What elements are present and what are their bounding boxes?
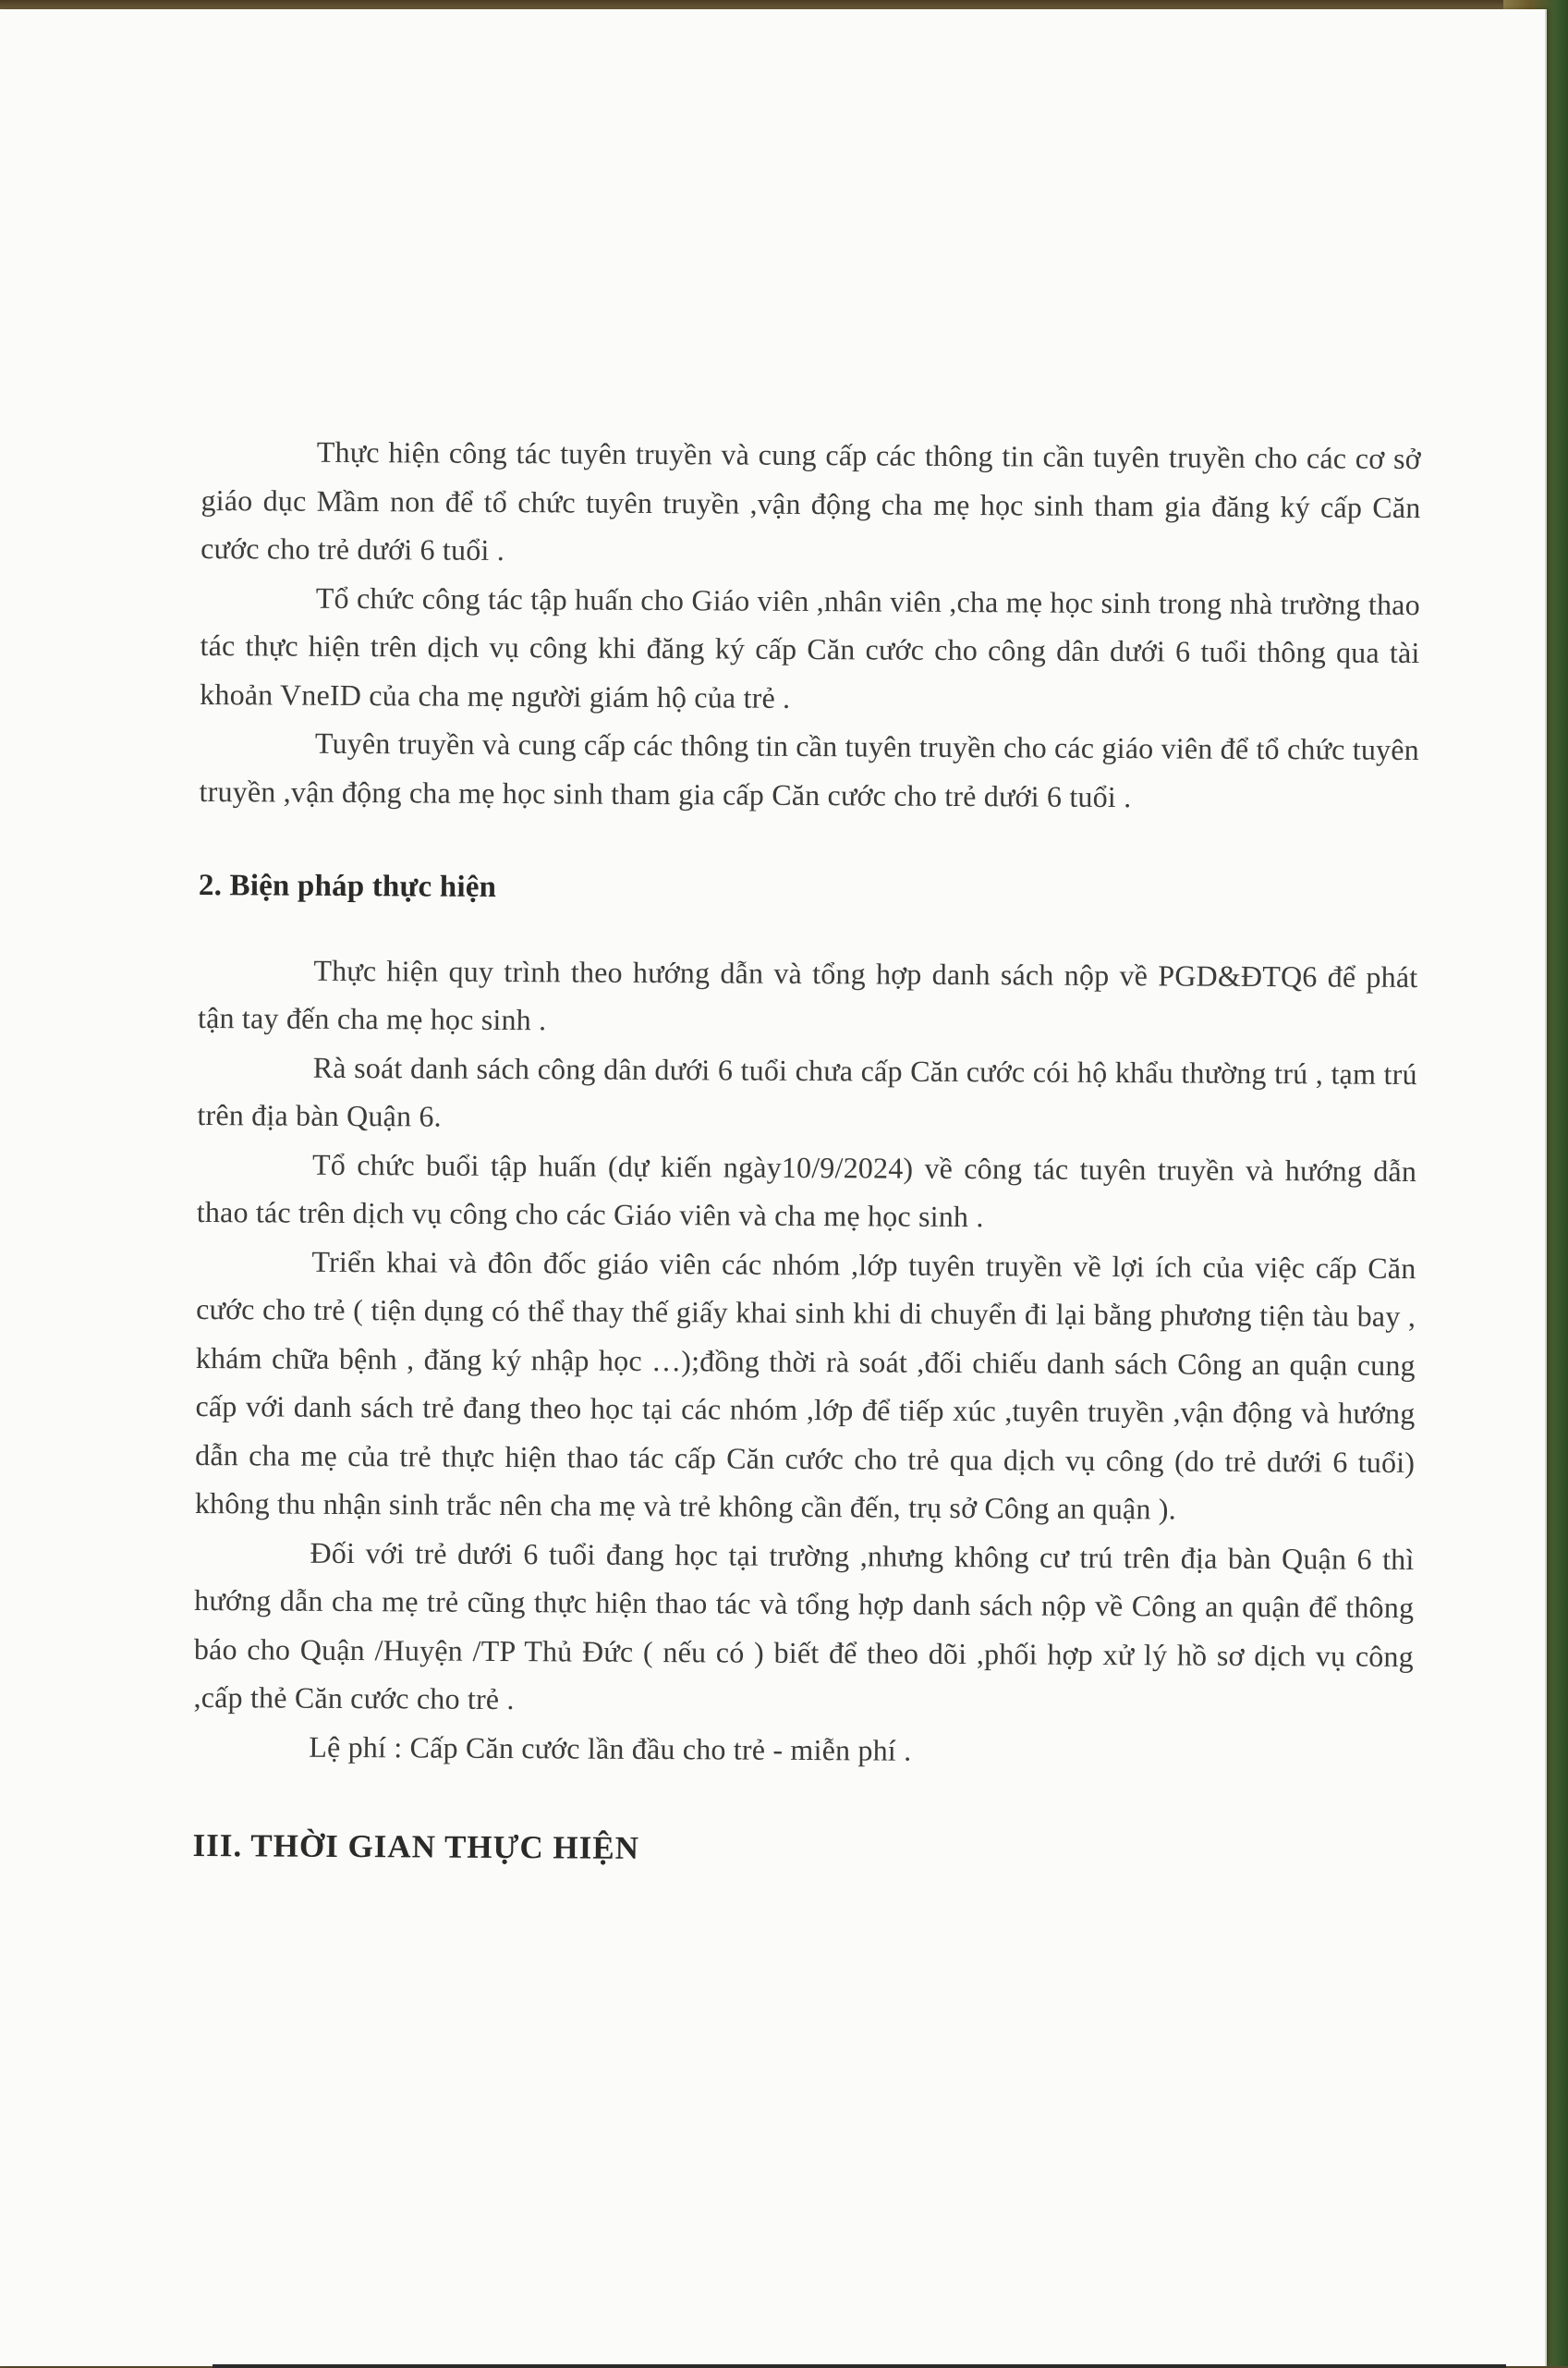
paragraph-section2-5: Đối với trẻ dưới 6 tuổi đang học tại trường ,nhưng không cư trú trên địa bàn Quận 6 thì hướng dẫn cha mẹ trẻ cũng thực hiện thao tác và tổng hợp danh sách nộp về Công an quận để thông báo cho Quận /Huyện /TP Thủ Đức ( nếu có ) biết để theo dõi ,phối hợp xử lý hồ sơ dịch vụ công ,cấp thẻ Căn cước cho trẻ . <box>193 1535 1415 1716</box>
paragraph-intro-1: Thực hiện công tác tuyên truyền và cung cấp các thông tin cần tuyên truyền cho các cơ sở giáo dục Mầm non để tổ chức tuyên truyền ,vận động cha mẹ học sinh tham gia đăng ký cấp Căn cước cho trẻ dưới 6 tuổi . <box>201 434 1421 568</box>
paragraph-section2-4: Triển khai và đôn đốc giáo viên các nhóm ,lớp tuyên truyền về lợi ích của việc cấp Căn cước cho trẻ ( tiện dụng có thể thay thế giấy khai sinh khi di chuyển đi lại bằng phương tiện tàu bay , khám chữa bệnh , đăng ký nhập học …);đồng thời rà soát ,đối chiếu danh sách Công an quận cung cấp với danh sách trẻ đang theo học tại các nhóm ,lớp để tiếp xúc ,tuyên truyền ,vận động và hướng dẫn cha mẹ của trẻ thực hiện thao tác cấp Căn cước cho trẻ qua dịch vụ công (do trẻ dưới 6 tuổi) không thu nhận sinh trắc nên cha mẹ và trẻ không cần đến, trụ sở Công an quận ). <box>194 1244 1416 1526</box>
document-page <box>0 9 1547 2366</box>
section-2-heading: 2. Biện pháp thực hiện <box>198 868 497 904</box>
paragraph-intro-3: Tuyên truyền và cung cấp các thông tin cần tuyên truyền cho các giáo viên để tổ chức tuyên truyền ,vận động cha mẹ học sinh tham gia cấp Căn cước cho trẻ dưới 6 tuổi . <box>199 726 1420 813</box>
paragraph-section2-6: Lệ phí : Cấp Căn cước lần đầu cho trẻ - miễn phí . <box>309 1729 912 1767</box>
document-body <box>192 427 1421 1878</box>
section-3-heading: III. THỜI GIAN THỰC HIỆN <box>192 1826 640 1866</box>
page-bottom-rule <box>213 2364 1506 2368</box>
paragraph-section2-1: Thực hiện quy trình theo hướng dẫn và tổng hợp danh sách nộp về PGD&ĐTQ6 để phát tận tay đến cha mẹ học sinh . <box>197 953 1418 1037</box>
paragraph-intro-2: Tổ chức công tác tập huấn cho Giáo viên ,nhân viên ,cha mẹ học sinh trong nhà trường thao tác thực hiện trên dịch vụ công khi đăng ký cấp Căn cước cho công dân dưới 6 tuổi thông qua tài khoản VneID của cha mẹ người giám hộ của trẻ . <box>200 580 1420 714</box>
paragraph-section2-3: Tổ chức buổi tập huấn (dự kiến ngày10/9/2024) về công tác tuyên truyền và hướng dẫn thao tác trên dịch vụ công cho các Giáo viên và cha mẹ học sinh . <box>196 1147 1417 1234</box>
paragraph-section2-2: Rà soát danh sách công dân dưới 6 tuổi chưa cấp Căn cước cói hộ khẩu thường trú , tạm trú trên địa bàn Quận 6. <box>197 1050 1417 1133</box>
